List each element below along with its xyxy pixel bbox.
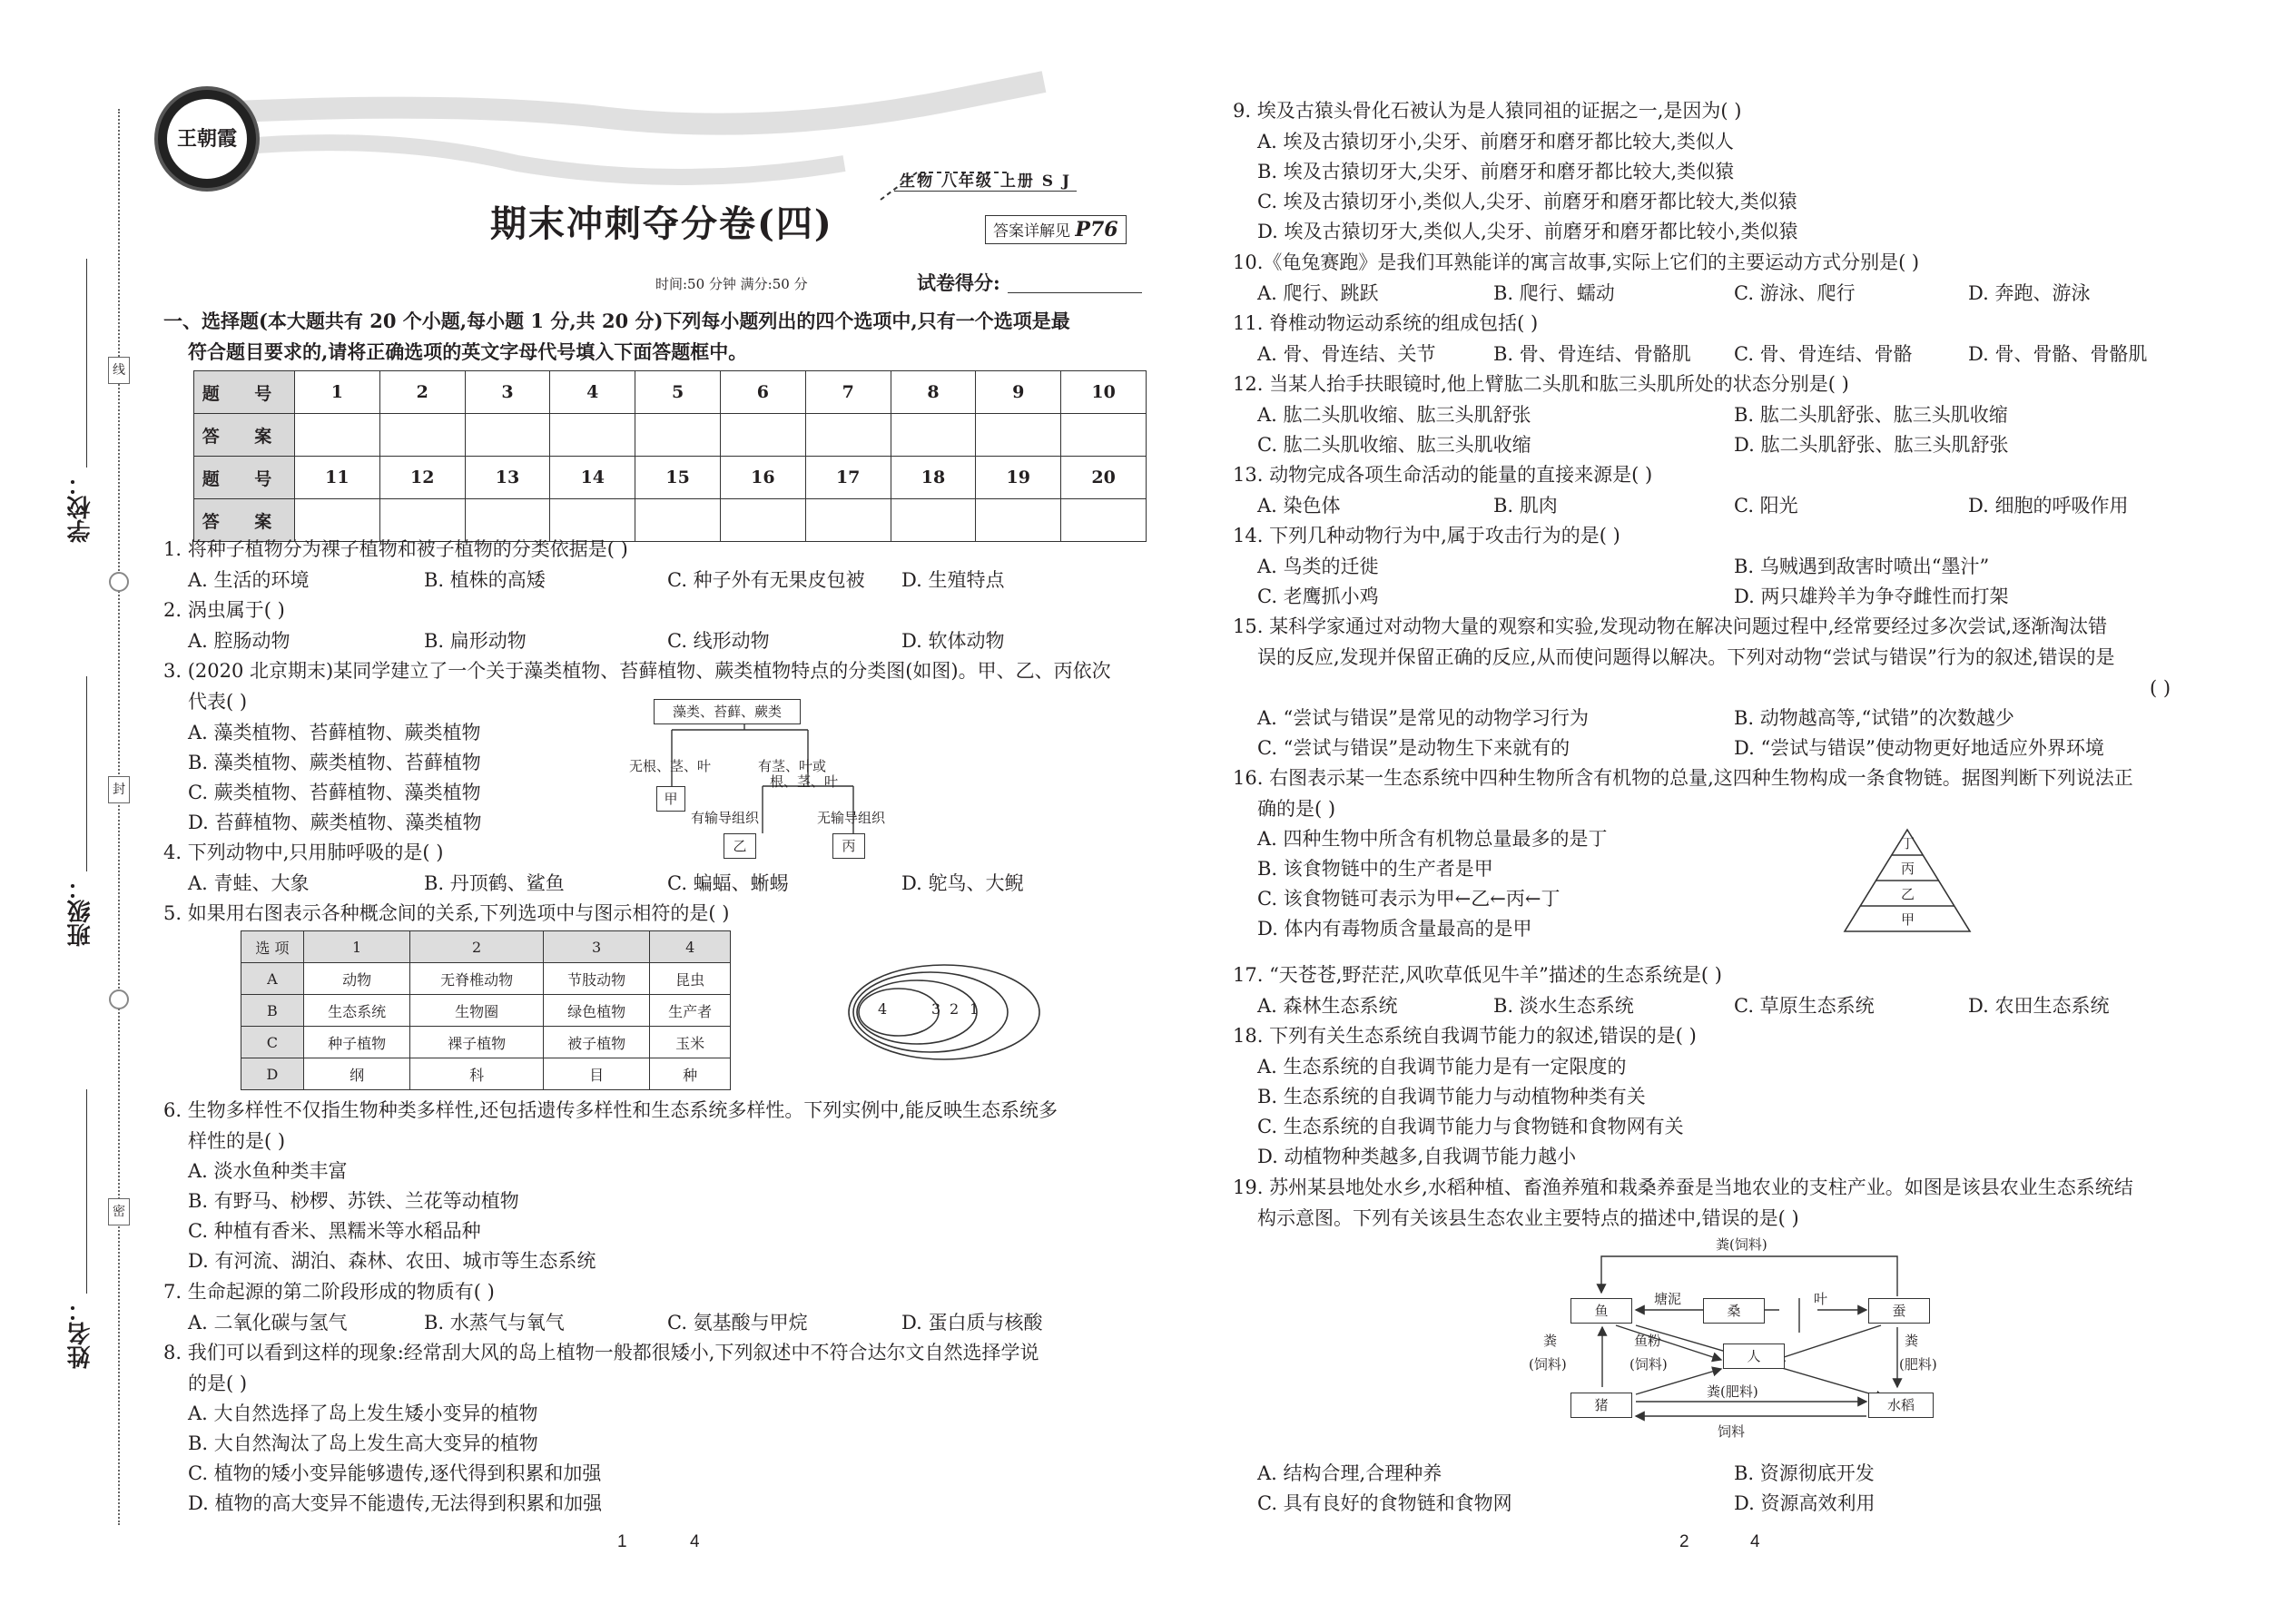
edge-label: 粪(肥料) (1707, 1383, 1758, 1400)
question-number: 7 (805, 371, 891, 414)
school-field[interactable] (86, 259, 87, 468)
question-number: 9 (976, 371, 1061, 414)
question-stem: 7. 生命起源的第二阶段形成的物质有( ) (163, 1281, 495, 1303)
concept-options-table (241, 930, 731, 1090)
option-a[interactable]: A. 藻类植物、苔藓植物、蕨类植物 (188, 722, 481, 743)
name-label: 姓名： (67, 1298, 94, 1369)
edge-label: (饲料) (1629, 1356, 1668, 1373)
option-c[interactable]: C. 草原生态系统 (1734, 995, 1875, 1017)
option-c[interactable]: C. 种植有香米、黑糯米等水稻品种 (188, 1220, 481, 1242)
question-stem: 6. 生物多样性不仅指生物种类多样性,还包括遗传多样性和生态系统多样性。下列实例中,能反映生态系统多 (163, 1099, 1058, 1121)
answer-cell[interactable] (976, 499, 1061, 542)
answer-cell[interactable] (379, 414, 465, 457)
diagram-node-jia: 甲 (656, 786, 685, 812)
question-stem: 13. 动物完成各项生命活动的能量的直接来源是( ) (1233, 464, 1653, 486)
option-c[interactable]: C. 具有良好的食物链和食物网 (1257, 1492, 1512, 1514)
option-b[interactable]: B. 植株的高矮 (424, 569, 546, 591)
question-stem: 11. 脊椎动物运动系统的组成包括( ) (1233, 312, 1539, 334)
option-d[interactable]: D. 埃及古猿切牙大,类似人,尖牙、前磨牙和磨牙都比较小,类似猿 (1257, 221, 1798, 242)
question-number: 4 (550, 371, 635, 414)
question-stem: 15. 某科学家通过对动物大量的观察和实验,发现动物在解决问题过程中,经常要经过多次尝试,逐渐淘汰错 (1233, 615, 2108, 637)
answer-cell[interactable] (891, 414, 976, 457)
option-d[interactable]: D. 两只雄羚羊为争夺雌性而打架 (1734, 586, 2009, 607)
option-c[interactable]: C. 阳光 (1734, 495, 1798, 517)
option-a[interactable]: A. 二氧化碳与氢气 (188, 1312, 348, 1334)
page-total: 4 (690, 1532, 700, 1551)
table-header-cell: 1 (303, 931, 410, 963)
question-stem: 的是( ) (188, 1373, 248, 1394)
nested-circles-diagram (844, 958, 1044, 1067)
answer-cell[interactable] (720, 414, 805, 457)
option-a[interactable]: A. “尝试与错误”是常见的动物学习行为 (1257, 707, 1589, 729)
option-c[interactable]: C. 该食物链可表示为甲←乙←丙←丁 (1257, 888, 1561, 910)
option-b[interactable]: B. 骨、骨连结、骨骼肌 (1493, 343, 1691, 365)
question-stem: 3. (2020 北京期末)某同学建立了一个关于藻类植物、苔藓植物、蕨类植物特点的分类图(如图)。甲、乙、丙依次 (163, 660, 1111, 682)
option-b[interactable]: B. 大自然淘汰了岛上发生高大变异的植物 (188, 1432, 538, 1454)
circle-label-2: 2 (950, 1000, 960, 1018)
table-header-cell: 选 项 (241, 931, 304, 963)
table-cell: 玉米 (650, 1027, 731, 1058)
answer-cell[interactable] (635, 499, 721, 542)
question-number: 13 (465, 457, 550, 499)
pyramid-level-label: 丙 (1901, 861, 1915, 877)
option-b[interactable]: B. 肱二头肌舒张、肱三头肌收缩 (1734, 404, 2008, 426)
answer-label: 答 案 (194, 499, 295, 542)
seal-mark: 密 (108, 1198, 130, 1225)
node-fish: 鱼 (1570, 1298, 1632, 1324)
question-number: 8 (891, 371, 976, 414)
question-stem: 12. 当某人抬手扶眼镜时,他上臂肱二头肌和肱三头肌所处的状态分别是( ) (1233, 373, 1849, 395)
circle-label-4: 4 (878, 1000, 888, 1018)
edge-label: (饲料) (1529, 1356, 1567, 1373)
option-d[interactable]: D. 苔藓植物、蕨类植物、藻类植物 (188, 812, 482, 833)
question-number: 10 (1061, 371, 1147, 414)
question-number: 14 (550, 457, 635, 499)
option-d[interactable]: D. 骨、骨骼、骨骼肌 (1968, 343, 2148, 365)
binding-ring-icon (109, 989, 129, 1009)
node-human: 人 (1723, 1343, 1785, 1369)
answer-cell[interactable] (1061, 414, 1147, 457)
table-cell: 科 (410, 1058, 543, 1090)
edge-label: 鱼粉 (1634, 1333, 1662, 1349)
page-total: 4 (1750, 1532, 1760, 1551)
answer-parenthesis: ( ) (2150, 677, 2171, 699)
answer-cell[interactable] (465, 414, 550, 457)
page-number: 2 (1679, 1532, 1689, 1551)
section-instruction: 一、选择题(本大题共有 20 个小题,每小题 1 分,共 20 分)下列每小题列出的四个选项中,只有一个选项是最 (163, 310, 1070, 332)
answer-cell[interactable] (295, 414, 380, 457)
answer-cell[interactable] (550, 414, 635, 457)
question-stem: 9. 埃及古猿头骨化石被认为是人猿同祖的证据之一,是因为( ) (1233, 100, 1742, 122)
table-header-cell: 4 (650, 931, 731, 963)
question-number: 18 (891, 457, 976, 499)
option-d[interactable]: D. 生殖特点 (901, 569, 1005, 591)
answer-cell[interactable] (1061, 499, 1147, 542)
exam-meta: 时间:50 分钟 满分:50 分 (655, 276, 808, 292)
circle-4 (859, 989, 939, 1036)
question-stem: 8. 我们可以看到这样的现象:经常刮大风的岛上植物一般都很矮小,下列叙述中不符合达尔文自然选择学说 (163, 1342, 1039, 1363)
option-b[interactable]: B. 乌贼遇到敌害时喷出“墨汁” (1734, 556, 1990, 577)
table-cell: 绿色植物 (543, 995, 650, 1027)
answer-cell[interactable] (635, 414, 721, 457)
option-b[interactable]: B. 肌肉 (1493, 495, 1558, 517)
option-c[interactable]: C. 肱二头肌收缩、肱三头肌收缩 (1257, 434, 1531, 456)
name-field[interactable] (86, 1089, 87, 1294)
table-cell: 动物 (303, 963, 410, 995)
school-label: 学校： (67, 472, 94, 543)
option-b[interactable]: B. 水蒸气与氧气 (424, 1312, 565, 1334)
option-d[interactable]: D. 细胞的呼吸作用 (1968, 495, 2129, 517)
option-a[interactable]: A. 爬行、跳跃 (1257, 282, 1379, 304)
question-stem: 样性的是( ) (188, 1130, 286, 1152)
edge-label: 粪 (1543, 1333, 1558, 1349)
question-number: 15 (635, 457, 721, 499)
option-b[interactable]: B. 资源彻底开发 (1734, 1462, 1875, 1484)
diagram-branch-label: 根、茎、叶 (770, 773, 839, 790)
option-a[interactable]: A. 淡水鱼种类丰富 (188, 1160, 348, 1182)
option-a[interactable]: A. 骨、骨连结、关节 (1257, 343, 1436, 365)
page-title: 期末冲刺夺分卷(四) (490, 202, 833, 245)
page-number: 1 (617, 1532, 627, 1551)
option-a[interactable]: A. 四种生物中所含有机物总量最多的是丁 (1257, 828, 1608, 850)
edge-label: 叶 (1814, 1291, 1828, 1307)
option-a[interactable]: A. 生活的环境 (188, 569, 310, 591)
question-stem: 16. 右图表示某一生态系统中四种生物所含有机物的总量,这四种生物构成一条食物链。据图判断下列说法正 (1233, 767, 2133, 789)
answer-cell[interactable] (976, 414, 1061, 457)
node-pig: 猪 (1570, 1393, 1632, 1418)
edge-label: 粪 (1905, 1333, 1919, 1349)
question-stem: 2. 涡虫属于( ) (163, 599, 285, 621)
node-rice: 水稻 (1868, 1393, 1934, 1418)
question-number: 5 (635, 371, 721, 414)
question-number: 19 (976, 457, 1061, 499)
table-header-cell: 3 (543, 931, 650, 963)
table-cell: A (241, 963, 304, 995)
option-c[interactable]: C. 蕨类植物、苔藓植物、藻类植物 (188, 782, 481, 803)
class-label: 班级： (67, 876, 94, 947)
question-stem: 构示意图。下列有关该县生态农业主要特点的描述中,错误的是( ) (1257, 1207, 1799, 1229)
option-a[interactable]: A. 腔肠动物 (188, 630, 290, 652)
option-c[interactable]: C. 植物的矮小变异能够遗传,逐代得到积累和加强 (188, 1462, 602, 1484)
option-c[interactable]: C. 老鹰抓小鸡 (1257, 586, 1379, 607)
option-b[interactable]: B. 丹顶鹤、鲨鱼 (424, 872, 565, 894)
question-number-label: 题 号 (194, 371, 295, 414)
option-d[interactable]: D. 植物的高大变异不能遗传,无法得到积累和加强 (188, 1492, 603, 1514)
score-label: 试卷得分: (917, 271, 1000, 294)
question-number: 16 (720, 457, 805, 499)
answer-cell[interactable] (805, 499, 891, 542)
option-c[interactable]: C. 游泳、爬行 (1734, 282, 1856, 304)
answer-reference-label: 答案详解见 (993, 222, 1070, 241)
table-cell: 目 (543, 1058, 650, 1090)
edge-label: (肥料) (1899, 1356, 1937, 1373)
question-stem: 代表( ) (188, 691, 248, 713)
question-stem: 5. 如果用右图表示各种概念间的关系,下列选项中与图示相符的是( ) (163, 902, 730, 924)
edge-label: 塘泥 (1654, 1291, 1682, 1307)
question-number: 6 (720, 371, 805, 414)
option-d[interactable]: D. 农田生态系统 (1968, 995, 2110, 1017)
subject-bar: 生物 八年级 上册 S J (894, 168, 1077, 192)
option-c[interactable]: C. “尝试与错误”是动物生下来就有的 (1257, 737, 1570, 759)
answer-label: 答 案 (194, 414, 295, 457)
option-b[interactable]: B. 扁形动物 (424, 630, 527, 652)
question-stem: 18. 下列有关生态系统自我调节能力的叙述,错误的是( ) (1233, 1025, 1697, 1047)
diagram-branch-label: 无输导组织 (817, 810, 886, 826)
binding-dotted-line (118, 109, 120, 1525)
node-mulberry: 桑 (1703, 1298, 1765, 1324)
table-cell: C (241, 1027, 304, 1058)
question-stem: 14. 下列几种动物行为中,属于攻击行为的是( ) (1233, 525, 1620, 546)
option-d[interactable]: D. 有河流、湖泊、森林、农田、城市等生态系统 (188, 1250, 596, 1272)
answer-cell[interactable] (805, 414, 891, 457)
diagram-root-node: 藻类、苔藓、蕨类 (654, 699, 801, 724)
pyramid-level-label: 乙 (1901, 886, 1915, 902)
brand-logo (154, 86, 260, 192)
option-c[interactable]: C. 骨、骨连结、骨骼 (1734, 343, 1913, 365)
option-b[interactable]: B. 埃及古猿切牙大,尖牙、前磨牙和磨牙都比较大,类似猿 (1257, 161, 1735, 182)
question-number: 2 (379, 371, 465, 414)
question-stem: 10.《龟兔赛跑》是我们耳熟能详的寓言故事,实际上它们的主要运动方式分别是( ) (1233, 251, 1920, 273)
option-b[interactable]: B. 生态系统的自我调节能力与动植物种类有关 (1257, 1086, 1646, 1107)
answer-cell[interactable] (891, 499, 976, 542)
question-number: 1 (295, 371, 380, 414)
circle-2 (853, 972, 1008, 1052)
circle-label-1: 1 (970, 1000, 980, 1018)
question-stem: 17. “天苍苍,野茫茫,风吹草低见牛羊”描述的生态系统是( ) (1233, 964, 1722, 986)
option-a[interactable]: A. 生态系统的自我调节能力是有一定限度的 (1257, 1056, 1627, 1078)
option-b[interactable]: B. 淡水生态系统 (1493, 995, 1634, 1017)
option-c[interactable]: C. 蝙蝠、蜥蜴 (667, 872, 789, 894)
pyramid-level-label: 丁 (1901, 835, 1915, 851)
option-a[interactable]: A. 染色体 (1257, 495, 1341, 517)
question-stem: 1. 将种子植物分为裸子植物和被子植物的分类依据是( ) (163, 538, 628, 560)
option-d[interactable]: D. 软体动物 (901, 630, 1005, 652)
node-silkworm: 蚕 (1868, 1298, 1930, 1324)
option-d[interactable]: D. 奔跑、游泳 (1968, 282, 2091, 304)
score-field[interactable] (1008, 292, 1142, 293)
option-d[interactable]: D. 肱二头肌舒张、肱三头肌舒张 (1734, 434, 2009, 456)
option-a[interactable]: A. 大自然选择了岛上发生矮小变异的植物 (188, 1403, 538, 1424)
option-c[interactable]: C. 线形动物 (667, 630, 770, 652)
option-b[interactable]: B. 动物越高等,“试错”的次数越少 (1734, 707, 2014, 729)
answer-grid (193, 370, 1147, 542)
logo-text: 王朝霞 (167, 99, 247, 179)
table-cell: 节肢动物 (543, 963, 650, 995)
question-stem: 确的是( ) (1257, 798, 1336, 820)
option-c[interactable]: C. 埃及古猿切牙小,类似人,尖牙、前磨牙和磨牙都比较大,类似猿 (1257, 191, 1797, 212)
table-cell: D (241, 1058, 304, 1090)
table-cell: 生产者 (650, 995, 731, 1027)
class-field[interactable] (86, 676, 87, 871)
diagram-node-yi: 乙 (724, 833, 756, 859)
edge-label: 饲料 (1718, 1423, 1746, 1440)
table-cell: 裸子植物 (410, 1027, 543, 1058)
seal-mark: 线 (108, 357, 130, 384)
table-cell: B (241, 995, 304, 1027)
question-number: 12 (379, 457, 465, 499)
question-number-label: 题 号 (194, 457, 295, 499)
answer-reference (985, 215, 1127, 244)
seal-mark: 封 (108, 776, 130, 803)
edge-label: 粪(饲料) (1716, 1236, 1767, 1253)
option-b[interactable]: B. 该食物链中的生产者是甲 (1257, 858, 1493, 880)
circle-label-3: 3 (931, 1000, 941, 1018)
option-d[interactable]: D. “尝试与错误”使动物更好地适应外界环境 (1734, 737, 2104, 759)
diagram-node-bing: 丙 (832, 833, 865, 859)
table-cell: 无脊椎动物 (410, 963, 543, 995)
option-b[interactable]: B. 爬行、蠕动 (1493, 282, 1615, 304)
question-number: 11 (295, 457, 380, 499)
question-stem: 19. 苏州某县地处水乡,水稻种植、畜渔养殖和栽桑养蚕是当地农业的支柱产业。如图是该县农业生态系统结 (1233, 1176, 2133, 1198)
table-cell: 种 (650, 1058, 731, 1090)
question-number: 17 (805, 457, 891, 499)
option-b[interactable]: B. 藻类植物、蕨类植物、苔藓植物 (188, 752, 481, 773)
option-d[interactable]: D. 蛋白质与核酸 (901, 1312, 1043, 1334)
answer-cell[interactable] (720, 499, 805, 542)
option-a[interactable]: A. 青蛙、大象 (188, 872, 310, 894)
option-a[interactable]: A. 埃及古猿切牙小,尖牙、前磨牙和磨牙都比较大,类似人 (1257, 131, 1734, 153)
answer-reference-page: P76 (1075, 218, 1118, 241)
table-cell: 种子植物 (303, 1027, 410, 1058)
option-a[interactable]: A. 结构合理,合理种养 (1257, 1462, 1442, 1484)
question-number: 3 (465, 371, 550, 414)
option-d[interactable]: D. 体内有毒物质含量最高的是甲 (1257, 918, 1532, 940)
option-c[interactable]: C. 种子外有无果皮包被 (667, 569, 865, 591)
table-cell: 生物圈 (410, 995, 543, 1027)
option-a[interactable]: A. 森林生态系统 (1257, 995, 1398, 1017)
option-c[interactable]: C. 生态系统的自我调节能力与食物链和食物网有关 (1257, 1116, 1684, 1137)
option-a[interactable]: A. 鸟类的迁徙 (1257, 556, 1379, 577)
diagram-branch-label: 无根、茎、叶 (629, 758, 712, 774)
question-number: 20 (1061, 457, 1147, 499)
table-cell: 纲 (303, 1058, 410, 1090)
option-b[interactable]: B. 有野马、桫椤、苏铁、兰花等动植物 (188, 1190, 519, 1212)
section-instruction: 符合题目要求的,请将正确选项的英文字母代号填入下面答题框中。 (188, 340, 748, 363)
option-a[interactable]: A. 肱二头肌收缩、肱三头肌舒张 (1257, 404, 1531, 426)
circle-3 (857, 980, 980, 1044)
binding-ring-icon (109, 572, 129, 592)
diagram-branch-label: 有输导组织 (691, 810, 760, 826)
table-cell: 昆虫 (650, 963, 731, 995)
table-header-cell: 2 (410, 931, 543, 963)
diagram-branch-label: 有茎、叶或 (758, 758, 827, 774)
table-cell: 被子植物 (543, 1027, 650, 1058)
question-stem: 4. 下列动物中,只用肺呼吸的是( ) (163, 842, 444, 863)
question-stem: 误的反应,发现并保留正确的反应,从而使问题得以解决。下列对动物“尝试与错误”行为的叙述,错误的是 (1257, 646, 2115, 668)
option-d[interactable]: D. 鸵鸟、大鲵 (901, 872, 1024, 894)
option-d[interactable]: D. 动植物种类越多,自我调节能力越小 (1257, 1146, 1577, 1167)
table-cell: 生态系统 (303, 995, 410, 1027)
pyramid-level-label: 甲 (1901, 911, 1915, 928)
option-d[interactable]: D. 资源高效利用 (1734, 1492, 1876, 1514)
option-c[interactable]: C. 氨基酸与甲烷 (667, 1312, 808, 1334)
